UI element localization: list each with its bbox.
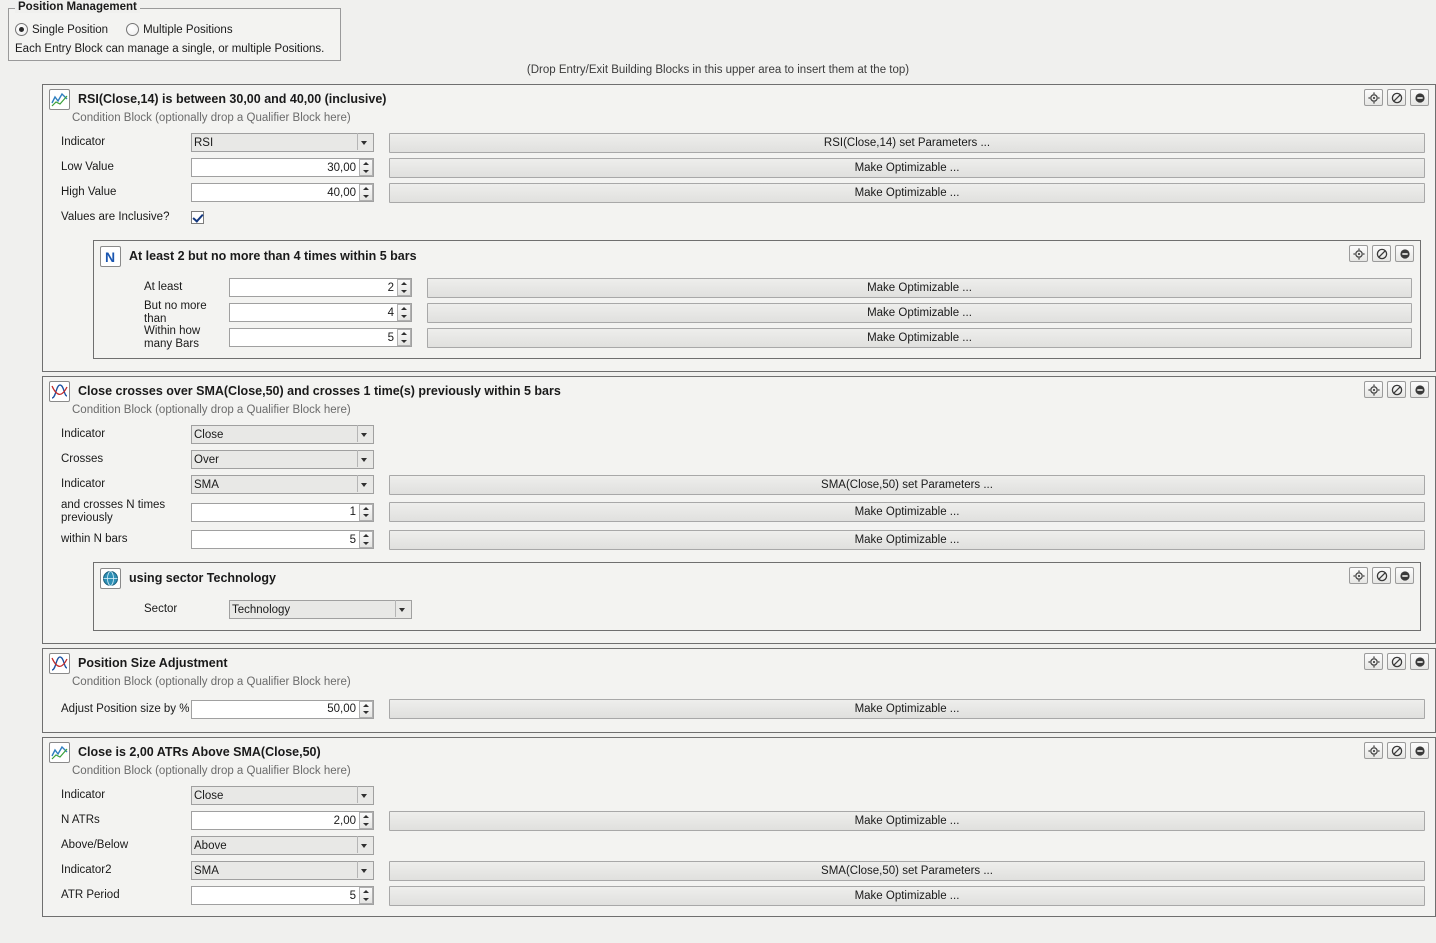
position-size-adjustment-remove-button[interactable] — [1410, 653, 1429, 670]
close-atrs-above-sma-row-1-input[interactable] — [191, 811, 374, 830]
wave-chart-icon — [49, 742, 70, 763]
rsi-between-body — [43, 124, 1435, 371]
close-crosses-sma-using-sector-row-0-label: Sector — [144, 603, 178, 615]
qualifier-using-sector-title: using sector Technology — [129, 571, 277, 585]
close-crosses-sma-row-2-action-button[interactable]: SMA(Close,50) set Parameters ... — [389, 475, 1425, 495]
radio-multiple-positions[interactable] — [126, 23, 139, 36]
rsi-between-n-times-within-row-1-stepper[interactable] — [229, 303, 412, 322]
rsi-between-n-times-within-row-0 — [94, 275, 1414, 300]
rsi-between-disable-button[interactable] — [1387, 89, 1406, 106]
qualifier-block-n-times-within[interactable] — [93, 240, 1421, 359]
close-crosses-sma-row-1 — [51, 447, 1427, 472]
rsi-between-row-1-label: Low Value — [61, 161, 114, 173]
close-crosses-sma-row-1-select[interactable] — [191, 450, 374, 469]
rsi-between-n-times-within-row-2-action-button[interactable]: Make Optimizable ... — [427, 328, 1412, 348]
close-atrs-above-sma-header — [43, 738, 1435, 763]
qualifier-using-sector-remove-button[interactable] — [1395, 567, 1414, 584]
rsi-between-row-1-spinner-down-icon[interactable] — [360, 168, 372, 176]
position-management-group — [8, 1, 341, 61]
position-management-legend: Position Management — [15, 1, 140, 13]
svg-text:N: N — [105, 249, 116, 265]
close-atrs-above-sma-body — [43, 777, 1435, 916]
wave-chart-icon — [49, 89, 70, 110]
close-atrs-above-sma-row-0-dropdown[interactable] — [191, 786, 374, 805]
rsi-between-row-1 — [51, 155, 1427, 180]
close-crosses-sma-row-2-chevron-down-icon[interactable] — [357, 475, 374, 492]
rsi-between-n-times-within-row-0-input[interactable] — [229, 278, 412, 297]
globe-icon — [100, 568, 121, 589]
close-crosses-sma-using-sector-row-0-dropdown[interactable] — [229, 600, 412, 619]
close-crosses-sma-row-4-label: within N bars — [61, 533, 128, 545]
close-crosses-sma-row-2 — [51, 472, 1427, 497]
rsi-between-row-2-action-button[interactable]: Make Optimizable ... — [389, 183, 1425, 203]
close-atrs-above-sma-row-1-label: N ATRs — [61, 814, 100, 826]
qualifier-n-times-within-body — [94, 267, 1420, 358]
rsi-between-row-0-chevron-down-icon[interactable] — [357, 133, 374, 150]
close-crosses-sma-remove-button[interactable] — [1410, 381, 1429, 398]
letter-n-icon — [100, 246, 121, 267]
position-size-adjustment-row-0-input[interactable] — [191, 700, 374, 719]
close-crosses-sma-row-3-spinner-down-icon[interactable] — [360, 512, 372, 520]
close-atrs-above-sma-row-2 — [51, 833, 1427, 858]
rsi-between-row-1-action-button[interactable]: Make Optimizable ... — [389, 158, 1425, 178]
rsi-between-n-times-within-row-0-action-button[interactable]: Make Optimizable ... — [427, 278, 1412, 298]
close-atrs-above-sma-row-3-dropdown[interactable] — [191, 861, 374, 880]
rsi-between-n-times-within-row-2-spinner[interactable] — [397, 329, 411, 346]
close-atrs-above-sma-row-4-spinner[interactable] — [359, 887, 373, 904]
close-atrs-above-sma-row-0-select[interactable] — [191, 786, 374, 805]
qualifier-using-sector-header — [94, 563, 1420, 589]
close-crosses-sma-using-sector-row-0-chevron-down-icon[interactable] — [395, 600, 412, 617]
position-size-adjustment-subtitle: Condition Block (optionally drop a Qualifier Block here) — [72, 676, 351, 688]
rsi-between-row-1-spinner[interactable] — [359, 159, 373, 176]
radio-single-position[interactable] — [15, 23, 28, 36]
close-crosses-sma-row-4-action-button[interactable]: Make Optimizable ... — [389, 530, 1425, 550]
rsi-between-n-times-within-row-1-spinner[interactable] — [397, 304, 411, 321]
close-crosses-sma-row-3-label: and crosses N times previously — [61, 499, 166, 524]
close-crosses-sma-row-0-select[interactable] — [191, 425, 374, 444]
close-crosses-sma-row-4-stepper[interactable] — [191, 530, 374, 549]
qualifier-n-times-within-remove-button[interactable] — [1395, 245, 1414, 262]
rsi-between-n-times-within-row-0-spinner-up-icon[interactable] — [398, 280, 410, 288]
position-size-adjustment-settings-button[interactable] — [1364, 653, 1383, 670]
close-crosses-sma-settings-button[interactable] — [1364, 381, 1383, 398]
close-atrs-above-sma-row-2-select[interactable] — [191, 836, 374, 855]
rsi-between-row-2 — [51, 180, 1427, 205]
rsi-between-row-1-input[interactable] — [191, 158, 374, 177]
close-crosses-sma-row-4-spinner[interactable] — [359, 531, 373, 548]
close-atrs-above-sma-header-buttons — [1364, 742, 1429, 759]
rsi-between-n-times-within-row-1-action-button[interactable]: Make Optimizable ... — [427, 303, 1412, 323]
close-atrs-above-sma-row-4-label: ATR Period — [61, 889, 120, 901]
close-crosses-sma-row-3-stepper[interactable] — [191, 503, 374, 522]
close-crosses-sma-row-3-action-button[interactable]: Make Optimizable ... — [389, 502, 1425, 522]
crossing-lines-icon — [49, 381, 70, 402]
close-crosses-sma-using-sector-row-0-select[interactable] — [229, 600, 412, 619]
rsi-between-header-buttons — [1364, 89, 1429, 106]
position-size-adjustment-row-0-spinner[interactable] — [359, 701, 373, 718]
qualifier-n-times-within-disable-button[interactable] — [1372, 245, 1391, 262]
rsi-between-n-times-within-row-1-spinner-up-icon[interactable] — [398, 305, 410, 313]
close-crosses-sma-row-2-dropdown[interactable] — [191, 475, 374, 494]
position-size-adjustment-row-0 — [51, 694, 1427, 724]
close-atrs-above-sma-row-1-spinner-down-icon[interactable] — [360, 821, 372, 829]
close-crosses-sma-row-1-label: Crosses — [61, 453, 104, 465]
close-crosses-sma-row-4-input[interactable] — [191, 530, 374, 549]
close-crosses-sma-title: Close crosses over SMA(Close,50) and crosses 1 time(s) previously within 5 bars — [78, 384, 561, 398]
rsi-between-n-times-within-row-2 — [94, 325, 1414, 350]
rsi-between-row-3 — [51, 205, 1427, 230]
rsi-between-row-2-spinner[interactable] — [359, 184, 373, 201]
rsi-between-header — [43, 85, 1435, 110]
rsi-between-row-2-stepper[interactable] — [191, 183, 374, 202]
qualifier-n-times-within-header — [94, 241, 1420, 267]
close-atrs-above-sma-settings-button[interactable] — [1364, 742, 1383, 759]
close-atrs-above-sma-row-4-spinner-up-icon[interactable] — [360, 888, 372, 896]
rsi-between-n-times-within-row-0-label: At least — [144, 281, 183, 293]
rsi-between-row-2-spinner-down-icon[interactable] — [360, 193, 372, 201]
qualifier-block-using-sector[interactable] — [93, 562, 1421, 631]
close-atrs-above-sma-row-4-spinner-down-icon[interactable] — [360, 896, 372, 904]
rsi-between-n-times-within-row-1-input[interactable] — [229, 303, 412, 322]
close-atrs-above-sma-row-3-action-button[interactable]: SMA(Close,50) set Parameters ... — [389, 861, 1425, 881]
close-atrs-above-sma-row-4-input[interactable] — [191, 886, 374, 905]
rsi-between-n-times-within-row-2-spinner-up-icon[interactable] — [398, 330, 410, 338]
qualifier-using-sector-body — [94, 589, 1420, 630]
close-atrs-above-sma-row-4 — [51, 883, 1427, 908]
close-atrs-above-sma-remove-button[interactable] — [1410, 742, 1429, 759]
position-size-adjustment-header-buttons — [1364, 653, 1429, 670]
position-size-adjustment-disable-button[interactable] — [1387, 653, 1406, 670]
rsi-between-n-times-within-row-0-spinner[interactable] — [397, 279, 411, 296]
rsi-between-row-0-action-button[interactable]: RSI(Close,14) set Parameters ... — [389, 133, 1425, 153]
position-size-adjustment-row-0-spinner-up-icon[interactable] — [360, 702, 372, 710]
position-size-adjustment-row-0-stepper[interactable] — [191, 700, 374, 719]
close-atrs-above-sma-row-2-chevron-down-icon[interactable] — [357, 836, 374, 853]
close-crosses-sma-using-sector-row-0 — [94, 597, 1414, 622]
close-atrs-above-sma-row-3-select[interactable] — [191, 861, 374, 880]
rsi-between-subtitle: Condition Block (optionally drop a Qualifier Block here) — [72, 112, 351, 124]
close-crosses-sma-row-3-spinner[interactable] — [359, 504, 373, 521]
close-atrs-above-sma-row-3-chevron-down-icon[interactable] — [357, 861, 374, 878]
position-management-description: Each Entry Block can manage a single, or multiple Positions. — [15, 43, 325, 55]
close-crosses-sma-header — [43, 377, 1435, 402]
close-crosses-sma-disable-button[interactable] — [1387, 381, 1406, 398]
qualifier-using-sector-header-buttons — [1349, 567, 1414, 584]
qualifier-using-sector-settings-button[interactable] — [1349, 567, 1368, 584]
close-atrs-above-sma-subtitle: Condition Block (optionally drop a Qualifier Block here) — [72, 765, 351, 777]
rsi-between-n-times-within-row-0-spinner-down-icon[interactable] — [398, 288, 410, 296]
close-crosses-sma-header-buttons — [1364, 381, 1429, 398]
close-crosses-sma-body — [43, 416, 1435, 643]
close-crosses-sma-row-4-spinner-up-icon[interactable] — [360, 532, 372, 540]
crossing-lines-icon — [49, 653, 70, 674]
close-atrs-above-sma-row-4-action-button[interactable]: Make Optimizable ... — [389, 886, 1425, 906]
drop-area-hint: (Drop Entry/Exit Building Blocks in this upper area to insert them at the top) — [526, 64, 910, 76]
position-size-adjustment-row-0-label: Adjust Position size by % — [61, 702, 190, 715]
close-crosses-sma-subtitle: Condition Block (optionally drop a Qualifier Block here) — [72, 404, 351, 416]
rsi-between-n-times-within-row-1-spinner-down-icon[interactable] — [398, 313, 410, 321]
close-atrs-above-sma-row-4-stepper[interactable] — [191, 886, 374, 905]
close-atrs-above-sma-row-3-label: Indicator2 — [61, 864, 112, 876]
qualifier-n-times-within-settings-button[interactable] — [1349, 245, 1368, 262]
close-atrs-above-sma-row-1-stepper[interactable] — [191, 811, 374, 830]
rsi-between-row-1-stepper[interactable] — [191, 158, 374, 177]
close-atrs-above-sma-row-1 — [51, 808, 1427, 833]
rsi-between-title: RSI(Close,14) is between 30,00 and 40,00 (inclusive) — [78, 92, 387, 106]
rsi-between-row-1-spinner-up-icon[interactable] — [360, 160, 372, 168]
blocks-canvas[interactable] — [42, 84, 1436, 943]
position-size-adjustment-title: Position Size Adjustment — [78, 656, 228, 670]
close-crosses-sma-row-0-chevron-down-icon[interactable] — [357, 425, 374, 442]
close-crosses-sma-row-3 — [51, 497, 1427, 527]
position-size-adjustment-body — [43, 688, 1435, 732]
rsi-between-row-0-dropdown[interactable] — [191, 133, 374, 152]
close-atrs-above-sma-row-0 — [51, 783, 1427, 808]
condition-block-close-atrs-above-sma[interactable] — [42, 737, 1436, 917]
close-crosses-sma-row-2-select[interactable] — [191, 475, 374, 494]
condition-block-position-size-adjustment[interactable] — [42, 648, 1436, 733]
close-crosses-sma-row-0-dropdown[interactable] — [191, 425, 374, 444]
close-atrs-above-sma-row-1-action-button[interactable]: Make Optimizable ... — [389, 811, 1425, 831]
qualifier-n-times-within-header-buttons — [1349, 245, 1414, 262]
qualifier-n-times-within-title: At least 2 but no more than 4 times within 5 bars — [129, 249, 417, 263]
rsi-between-row-0 — [51, 130, 1427, 155]
rsi-between-n-times-within-row-1 — [94, 300, 1414, 325]
rsi-between-row-2-spinner-up-icon[interactable] — [360, 185, 372, 193]
close-crosses-sma-row-3-input[interactable] — [191, 503, 374, 522]
rsi-between-n-times-within-row-2-label: Within how many Bars — [144, 324, 201, 350]
rsi-between-remove-button[interactable] — [1410, 89, 1429, 106]
rsi-between-row-2-input[interactable] — [191, 183, 374, 202]
close-atrs-above-sma-title: Close is 2,00 ATRs Above SMA(Close,50) — [78, 745, 321, 759]
close-crosses-sma-row-1-chevron-down-icon[interactable] — [357, 450, 374, 467]
rsi-between-n-times-within-row-2-spinner-down-icon[interactable] — [398, 338, 410, 346]
close-crosses-sma-row-4-spinner-down-icon[interactable] — [360, 540, 372, 548]
rsi-between-row-3-label: Values are Inclusive? — [61, 211, 170, 223]
radio-multiple-positions-label: Multiple Positions — [143, 23, 233, 36]
rsi-between-n-times-within-row-2-stepper[interactable] — [229, 328, 412, 347]
close-atrs-above-sma-row-1-spinner[interactable] — [359, 812, 373, 829]
rsi-between-n-times-within-row-1-label: But no more than — [144, 299, 207, 325]
close-atrs-above-sma-disable-button[interactable] — [1387, 742, 1406, 759]
rsi-between-settings-button[interactable] — [1364, 89, 1383, 106]
position-management-options — [15, 23, 247, 36]
close-crosses-sma-row-1-dropdown[interactable] — [191, 450, 374, 469]
close-crosses-sma-row-0 — [51, 422, 1427, 447]
qualifier-using-sector-disable-button[interactable] — [1372, 567, 1391, 584]
position-size-adjustment-row-0-action-button[interactable]: Make Optimizable ... — [389, 699, 1425, 719]
rsi-between-row-0-select[interactable] — [191, 133, 374, 152]
rsi-between-row-3-checkbox[interactable] — [191, 211, 204, 224]
radio-single-position-label: Single Position — [32, 23, 109, 36]
condition-block-rsi-between[interactable] — [42, 84, 1436, 372]
close-atrs-above-sma-row-3 — [51, 858, 1427, 883]
close-atrs-above-sma-row-2-label: Above/Below — [61, 839, 129, 851]
close-crosses-sma-row-4 — [51, 527, 1427, 552]
close-crosses-sma-row-3-spinner-up-icon[interactable] — [360, 505, 372, 513]
rsi-between-row-2-label: High Value — [61, 186, 117, 198]
close-atrs-above-sma-row-0-label: Indicator — [61, 789, 106, 801]
close-crosses-sma-row-2-label: Indicator — [61, 478, 106, 490]
close-crosses-sma-row-0-label: Indicator — [61, 428, 106, 440]
close-atrs-above-sma-row-1-spinner-up-icon[interactable] — [360, 813, 372, 821]
rsi-between-n-times-within-row-2-input[interactable] — [229, 328, 412, 347]
close-atrs-above-sma-row-0-chevron-down-icon[interactable] — [357, 786, 374, 803]
position-size-adjustment-header — [43, 649, 1435, 674]
rsi-between-n-times-within-row-0-stepper[interactable] — [229, 278, 412, 297]
condition-block-close-crosses-sma[interactable] — [42, 376, 1436, 644]
close-atrs-above-sma-row-2-dropdown[interactable] — [191, 836, 374, 855]
position-size-adjustment-row-0-spinner-down-icon[interactable] — [360, 709, 372, 717]
rsi-between-row-0-label: Indicator — [61, 136, 106, 148]
